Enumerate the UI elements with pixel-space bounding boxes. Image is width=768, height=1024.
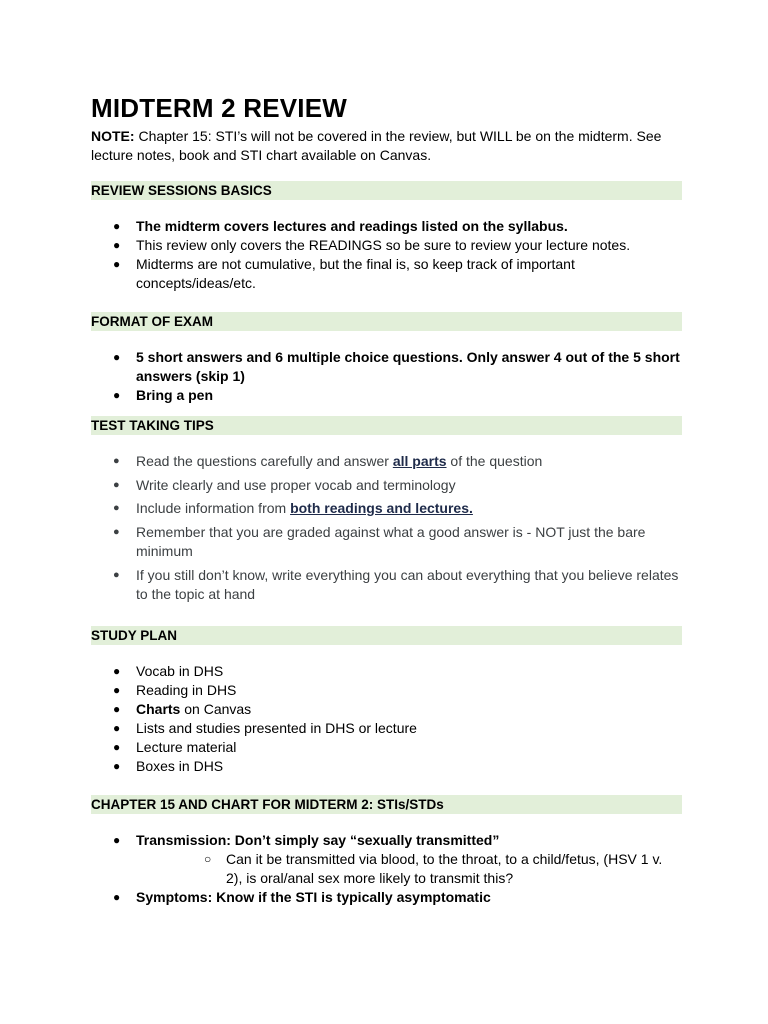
- section-heading-study-plan: STUDY PLAN: [91, 626, 682, 645]
- bullet-icon: ●: [113, 663, 121, 678]
- study-plan-list: [91, 662, 681, 776]
- sub-list-item: ○ Can it be transmitted via blood, to the throat, to a child/fetus, (HSV 1 v. 2), is oral/anal sex more likely to transmit this?: [204, 850, 663, 886]
- bullet-icon: ●: [113, 478, 120, 491]
- bullet-icon: ●: [113, 238, 121, 252]
- bullet-icon: ●: [113, 455, 120, 467]
- bullet-icon: ●: [113, 219, 121, 233]
- circle-bullet-icon: ○: [204, 851, 212, 866]
- list-item: ● The midterm covers lectures and readings listed on the syllabus.: [113, 218, 568, 234]
- list-item: ● Include information from both readings and lectures.: [113, 500, 473, 516]
- bullet-icon: ●: [113, 525, 120, 538]
- document-content: [91, 92, 681, 907]
- bullet-icon: ●: [113, 720, 121, 735]
- list-item: ● Write clearly and use proper vocab and terminology: [113, 476, 456, 493]
- list-item: ● Vocab in DHS: [113, 662, 224, 679]
- list-item: ● Read the questions carefully and answer all parts of the question: [113, 453, 543, 469]
- bullet-icon: ●: [113, 502, 120, 514]
- note-label: NOTE:: [91, 128, 135, 144]
- bullet-icon: ●: [113, 758, 121, 773]
- emphasis-all-parts: all parts: [392, 453, 447, 469]
- list-item: ● Remember that you are graded against what a good answer is - NOT just the bare minimum: [113, 523, 646, 559]
- bullet-icon: ●: [113, 350, 121, 364]
- list-item: ● If you still don’t know, write everything you can about everything that you believe relates to the topic at hand: [113, 566, 679, 602]
- section-heading-tips: TEST TAKING TIPS: [91, 416, 682, 435]
- bullet-icon: ●: [113, 568, 120, 581]
- list-item: ● Boxes in DHS: [113, 757, 224, 774]
- note-text: Chapter 15: STI’s will not be covered in the review, but WILL be on the midterm. See lecture notes, book and STI chart available on Canvas.: [91, 128, 662, 163]
- bullet-icon: ●: [113, 257, 121, 271]
- bullet-icon: ●: [113, 832, 121, 847]
- bullet-icon: ●: [113, 682, 121, 697]
- bullet-icon: ●: [113, 701, 121, 716]
- list-item: ● Transmission: Don’t simply say “sexually transmitted” ○ Can it be transmitted via blood, to the throat, to a child/fetus, (HSV 1 v. 2), is oral/anal sex more likely to transmit this?: [91, 831, 681, 888]
- emphasis-both-readings: both readings and lectures.: [290, 500, 473, 516]
- list-item: ● This review only covers the READINGS so be sure to review your lecture notes.: [113, 237, 631, 253]
- sub-list: [136, 850, 681, 888]
- page-title: MIDTERM 2 REVIEW: [91, 93, 347, 123]
- list-item: ● 5 short answers and 6 multiple choice questions. Only answer 4 out of the 5 short answers (skip 1): [113, 349, 680, 384]
- review-basics-list: [91, 217, 681, 293]
- tips-list: [91, 452, 681, 605]
- format-list: [91, 348, 681, 405]
- list-item: ● Charts on Canvas: [113, 700, 252, 717]
- list-item: ● Lecture material: [113, 738, 237, 755]
- list-item: ● Lists and studies presented in DHS or lecture: [113, 719, 417, 736]
- bullet-icon: ●: [113, 388, 121, 402]
- list-item: ● Symptoms: Know if the STI is typically asymptomatic: [113, 888, 491, 905]
- note-paragraph: [91, 127, 681, 165]
- section-heading-review-basics: REVIEW SESSIONS BASICS: [91, 181, 682, 200]
- bullet-icon: ●: [113, 739, 121, 754]
- chapter15-list: [91, 831, 681, 907]
- bullet-icon: ●: [113, 889, 121, 904]
- list-item: ● Reading in DHS: [113, 681, 237, 698]
- list-item: ● Bring a pen: [113, 387, 214, 403]
- section-heading-format: FORMAT OF EXAM: [91, 312, 682, 331]
- list-item: ● Midterms are not cumulative, but the final is, so keep track of important concepts/ideas/etc.: [113, 256, 575, 291]
- section-heading-chapter15: CHAPTER 15 AND CHART FOR MIDTERM 2: STIs/STDs: [91, 795, 682, 814]
